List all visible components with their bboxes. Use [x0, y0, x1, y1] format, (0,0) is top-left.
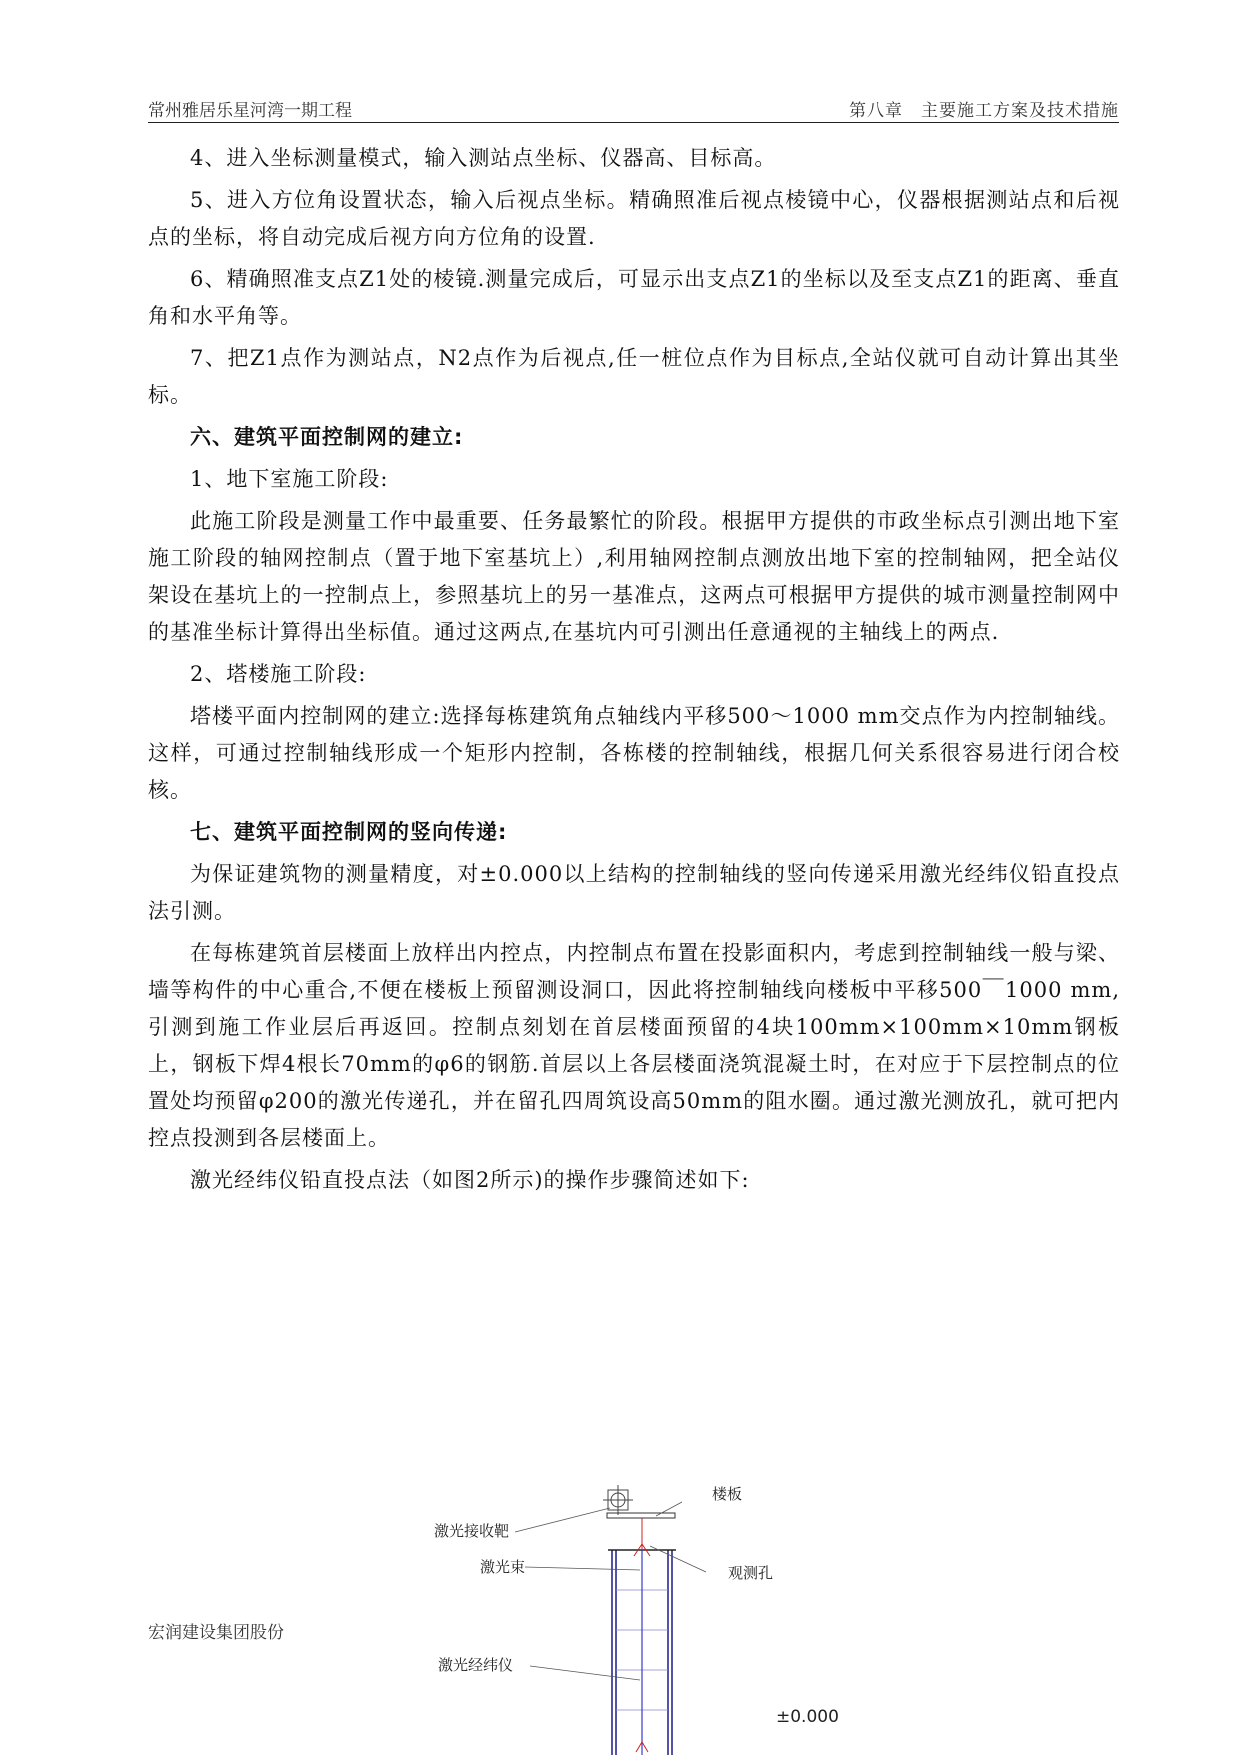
- label-elevation: ±0.000: [776, 1707, 839, 1727]
- project-name: 常州雅居乐星河湾一期工程: [148, 101, 352, 121]
- laser-beam: [634, 1518, 650, 1755]
- subheading-basement: 1、地下室施工阶段:: [190, 467, 389, 491]
- chapter-title: 第八章 主要施工方案及技术措施: [849, 101, 1119, 121]
- paragraph-tower: 塔楼平面内控制网的建立:选择每栋建筑角点轴线内平移500～1000 mm交点作为内控制轴线。这样，可通过控制轴线形成一个矩形内控制，各栋楼的控制轴线，根据几何关系很容易进行闭合校核。: [148, 704, 1120, 802]
- paragraph-step-5: 5、进入方位角设置状态，输入后视点坐标。精确照准后视点棱镜中心，仪器根据测站点和后视点的坐标，将自动完成后视方向方位角的设置.: [148, 188, 1120, 249]
- label-floor-slab: 楼板: [712, 1485, 743, 1503]
- leader-lines: [515, 1502, 706, 1680]
- paragraph-step-4: 4、进入坐标测量模式，输入测站点坐标、仪器高、目标高。: [190, 146, 777, 170]
- label-laser-theodolite: 激光经纬仪: [438, 1656, 514, 1674]
- subheading-tower: 2、塔楼施工阶段:: [190, 662, 367, 686]
- laser-target-icon: [603, 1485, 633, 1515]
- paragraph-step-7: 7、把Z1点作为测站点，N2点作为后视点,任一桩位点作为目标点,全站仪就可自动计算出其坐标。: [148, 346, 1120, 407]
- paragraph-step-6: 6、精确照准支点Z1处的棱镜.测量完成后，可显示出支点Z1的坐标以及至支点Z1的距离、垂直角和水平角等。: [148, 267, 1120, 328]
- paragraph-control-points: 在每栋建筑首层楼面上放样出内控点，内控制点布置在投影面积内，考虑到控制轴线一般与梁、墙等构件的中心重合,不便在楼板上预留测设洞口，因此将控制轴线向楼板中平移500￣1000 mm,引测到施工作业层后再返回。控制点刻划在首层楼面预留的4块100mm×100mm×10mm钢板上，钢板下焊4根长70mm的φ6的钢筋.首层以上各层楼面浇筑混凝土时，在对应于下层控制点的位置处均预留φ200的激光传递孔，并在留孔四周筑设高50mm的阻水圈。通过激光测放孔，就可把内控点投测到各层楼面上。: [148, 941, 1120, 1150]
- paragraph-procedure-intro: 激光经纬仪铅直投点法（如图2所示)的操作步骤简述如下:: [190, 1168, 750, 1192]
- label-laser-beam: 激光束: [480, 1558, 526, 1576]
- laser-plumb-diagram: [420, 1470, 940, 1755]
- document-body: [148, 140, 1120, 1204]
- label-observation-hole: 观测孔: [728, 1564, 774, 1582]
- footer-company: 宏润建设集团股份: [148, 1623, 284, 1643]
- section-heading-6: 六、建筑平面控制网的建立:: [190, 425, 464, 449]
- paragraph-basement: 此施工阶段是测量工作中最重要、任务最繁忙的阶段。根据甲方提供的市政坐标点引测出地下室施工阶段的轴网控制点（置于地下室基坑上）,利用轴网控制点测放出地下室的控制轴网，把全站仪架设在基坑上的一控制点上，参照基坑上的另一基准点，这两点可根据甲方提供的城市测量控制网中的基准坐标计算得出坐标值。通过这两点,在基坑内可引测出任意通视的主轴线上的两点.: [148, 509, 1120, 644]
- section-heading-7: 七、建筑平面控制网的竖向传递:: [190, 820, 508, 844]
- floor-slab: [607, 1513, 675, 1518]
- page-header: [148, 92, 1119, 123]
- label-laser-target: 激光接收靶: [434, 1522, 510, 1540]
- paragraph-vertical-transfer: 为保证建筑物的测量精度，对±0.000以上结构的控制轴线的竖向传递采用激光经纬仪铅直投点法引测。: [148, 862, 1120, 923]
